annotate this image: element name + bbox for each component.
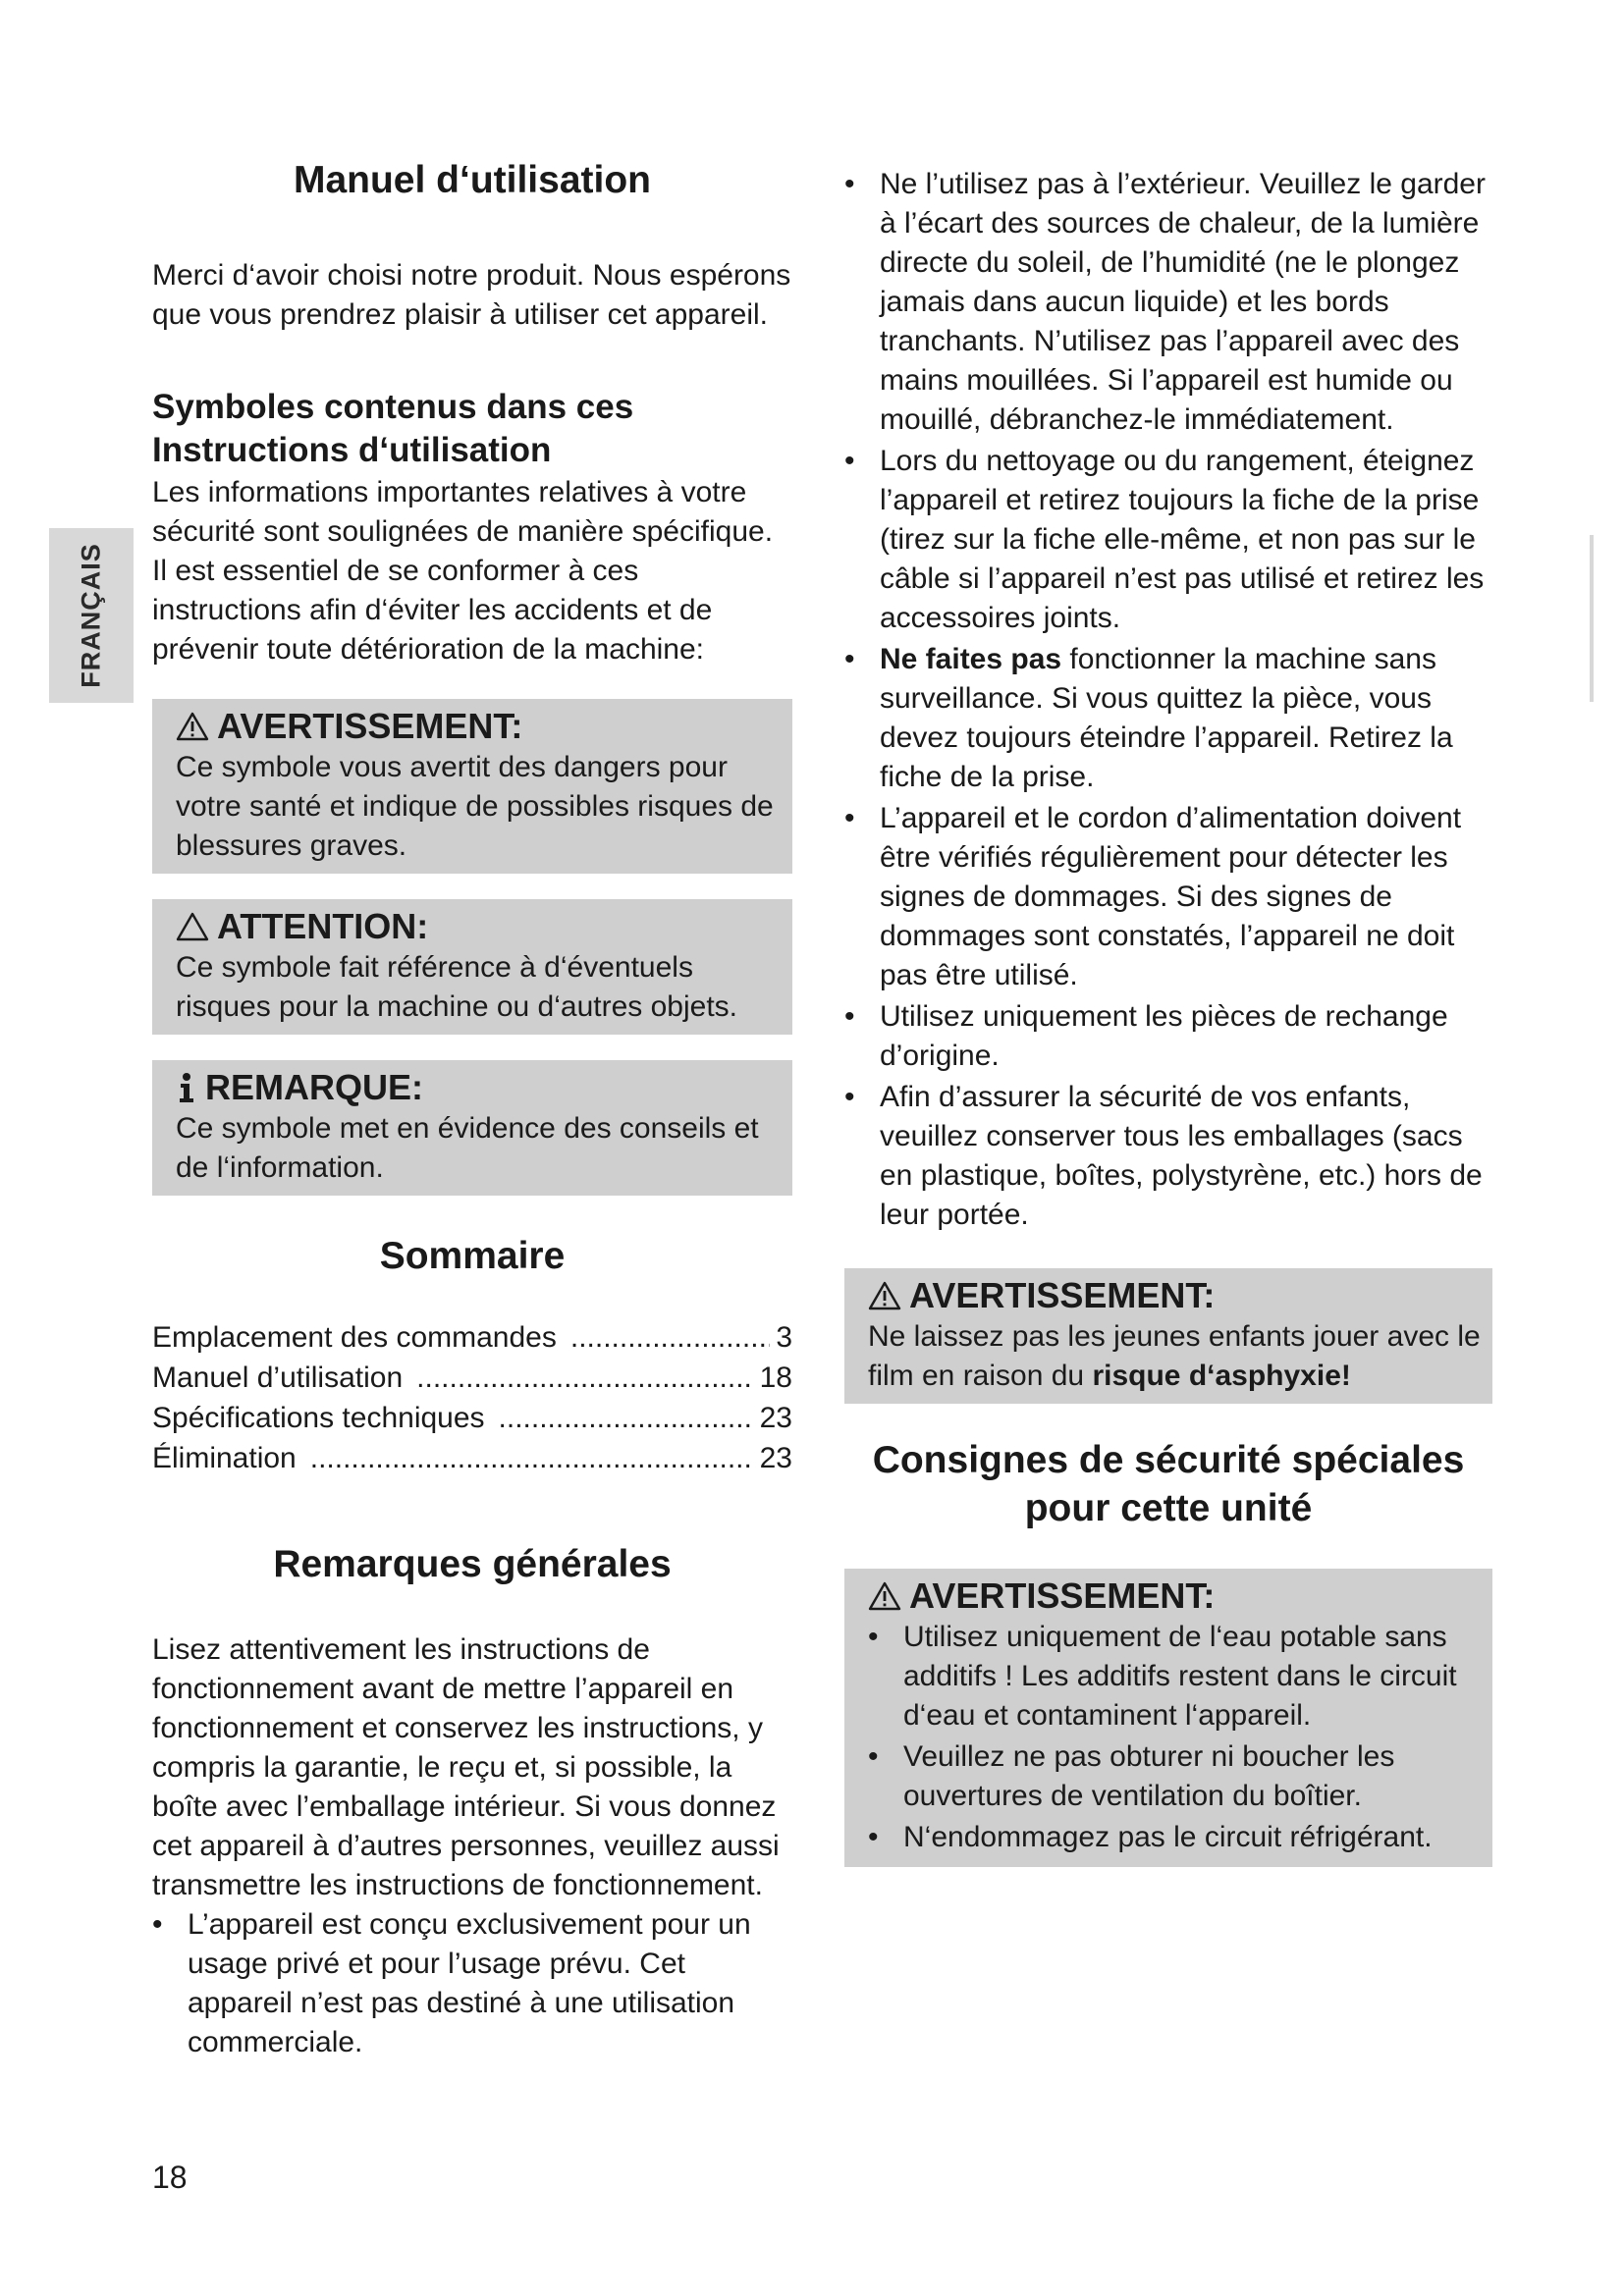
toc-row[interactable]: Élimination ..... 23	[152, 1438, 792, 1478]
left-column	[152, 157, 792, 2064]
general-notes-text: Lisez attentivement les instructions de fonctionnement avant de mettre l’appareil en fonctionnement et conservez les instructions, y compris la garantie, le reçu et, si possible, la boîte avec l’emballage intérieur. Si vous donnez cet appareil à d’autres personnes, veuillez aussi transmettre les instructions de fonctionnement.	[152, 1633, 780, 1902]
page-title: Manuel d‘utilisation	[293, 159, 651, 201]
table-of-contents	[152, 1317, 792, 1478]
asphyxia-warning-box	[844, 1268, 1492, 1404]
language-tab-label: FRANÇAIS	[76, 543, 106, 688]
warning-title: AVERTISSEMENT:	[868, 1575, 1483, 1618]
margin-bar	[1590, 535, 1594, 702]
toc-row[interactable]: Manuel d’utilisation ..... 18	[152, 1358, 792, 1398]
list-item: • Utilisez uniquement les pièces de rechange d’origine.	[844, 997, 1492, 1076]
symbols-heading: Symboles contenus dans ces Instructions d‘utilisation	[152, 387, 634, 470]
warning-box	[152, 699, 792, 874]
symbols-text: Les informations importantes relatives à votre sécurité sont soulignées de manière spécifique. Il est essentiel de se conformer à ces instructions afin d‘éviter les accidents et de prévenir toute détérioration de la machine:	[152, 475, 774, 666]
toc-title: Sommaire	[379, 1234, 566, 1277]
warning-title: AVERTISSEMENT:	[176, 705, 783, 748]
list-item: • Lors du nettoyage ou du rangement, éteignez l’appareil et retirez toujours la fiche de la prise (tirez sur la fiche elle-même, et non pas sur le câble si l’appareil n’est pas utilisé et retirez les accessoires joints.	[844, 442, 1492, 638]
note-title: REMARQUE:	[176, 1066, 783, 1109]
warning-icon	[868, 1281, 901, 1310]
right-column	[844, 165, 1492, 1867]
note-text: Ce symbole met en évidence des conseils et de l‘information.	[176, 1111, 759, 1184]
special-safety-title: Consignes de sécurité spéciales pour cette unité	[872, 1439, 1465, 1529]
list-item: • Afin d’assurer la sécurité de vos enfants, veuillez conserver tous les emballages (sacs en plastique, boîtes, polystyrène, etc.) hors de leur portée.	[844, 1078, 1492, 1235]
toc-row[interactable]: Emplacement des commandes ..... 3	[152, 1317, 792, 1358]
attention-text: Ce symbole fait référence à d‘éventuels risques pour la machine ou d‘autres objets.	[176, 950, 737, 1023]
unit-warning-list	[868, 1618, 1483, 1857]
page-number: 18	[152, 2160, 188, 2195]
warning-icon	[176, 712, 209, 741]
warning-text: Ce symbole vous avertit des dangers pour votre santé et indique de possibles risques de blessures graves.	[176, 750, 774, 862]
language-tab	[49, 528, 134, 703]
warning-title: AVERTISSEMENT:	[868, 1274, 1483, 1317]
note-box	[152, 1060, 792, 1196]
warning-icon	[868, 1581, 901, 1611]
attention-box	[152, 899, 792, 1035]
list-item: • Utilisez uniquement de l‘eau potable sans additifs ! Les additifs restent dans le circuit d‘eau et contaminent l‘appareil.	[868, 1618, 1483, 1735]
list-item: • Veuillez ne pas obturer ni boucher les ouvertures de ventilation du boîtier.	[868, 1737, 1483, 1816]
list-item: • N‘endommagez pas le circuit réfrigérant.	[868, 1818, 1483, 1857]
general-notes-list	[152, 1905, 792, 2062]
list-item: • L’appareil et le cordon d’alimentation doivent être vérifiés régulièrement pour détecter les signes de dommages. Si des signes de dommages sont constatés, l’appareil ne doit pas être utilisé.	[844, 799, 1492, 995]
list-item: • Ne l’utilisez pas à l’extérieur. Veuillez le garder à l’écart des sources de chaleur, de la lumière directe du soleil, de l’humidité (ne le plongez jamais dans aucun liquide) et les bords tranchants. N’utilisez pas l’appareil avec des mains mouillées. Si l’appareil est humide ou mouillé, débranchez-le immédiatement.	[844, 165, 1492, 440]
caution-triangle-icon	[176, 912, 209, 941]
unit-warning-box	[844, 1569, 1492, 1867]
intro-text: Merci d‘avoir choisi notre produit. Nous espérons que vous prendrez plaisir à utiliser cet appareil.	[152, 258, 791, 331]
attention-title: ATTENTION:	[176, 905, 783, 948]
list-item: • L’appareil est conçu exclusivement pour un usage privé et pour l’usage prévu. Cet appareil n’est pas destiné à une utilisation commerciale.	[152, 1905, 792, 2062]
warning-text: Ne laissez pas les jeunes enfants jouer avec le film en raison du risque d‘asphyxie!	[868, 1320, 1481, 1392]
safety-list	[844, 165, 1492, 1235]
list-item: • Ne faites pas fonctionner la machine sans surveillance. Si vous quittez la pièce, vous devez toujours éteindre l’appareil. Retirez la fiche de la prise.	[844, 640, 1492, 797]
info-icon	[176, 1072, 197, 1103]
toc-row[interactable]: Spécifications techniques ..... 23	[152, 1398, 792, 1438]
general-notes-title: Remarques générales	[273, 1543, 672, 1586]
